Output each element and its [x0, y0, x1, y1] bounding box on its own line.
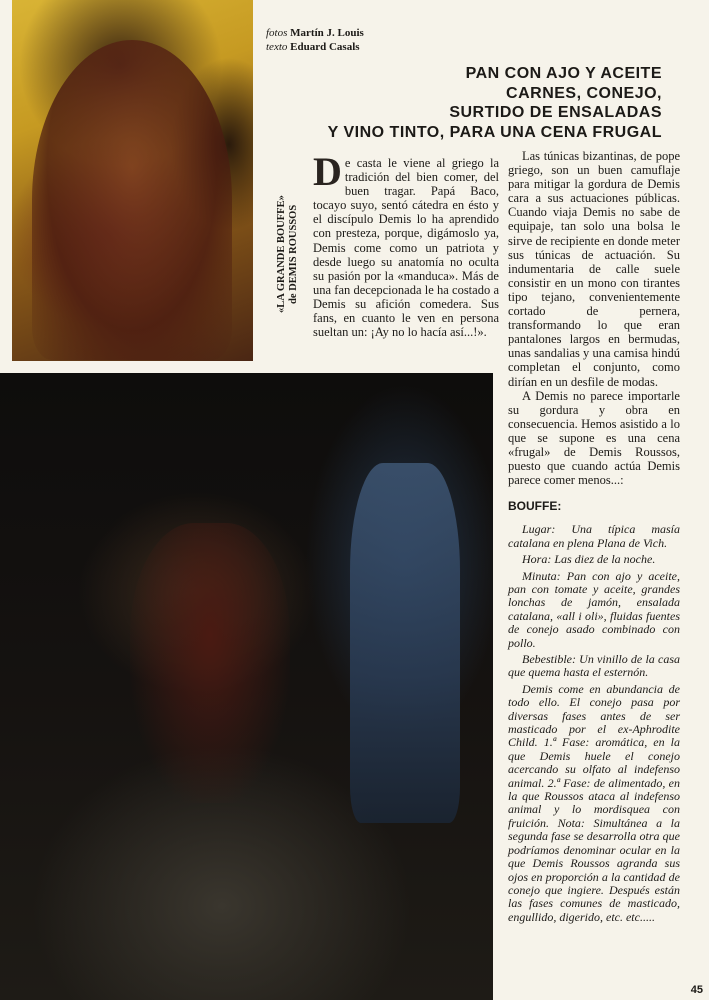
article-paragraph-1-text: e casta le viene al griego la tradición del bien comer, del buen tragar. Papá Baco, tocayo suyo, sentó cátedra en ésto y el discípulo Demis lo ha aprendido con presteza, porque, digámoslo ya, Demis come como un patriota y desde luego su anatomía no oculta su pasión por la «manduca». Más de una fan decepcionada le ha costado a Demis su afición comedera. Sus fans, en cuanto le ven en persona sueltan un: ¡Ay no lo hacía así...!». [313, 156, 499, 340]
photo-hanging-jacket [350, 463, 460, 823]
article-paragraph-2: Las túnicas bizantinas, de pope griego, son un buen camuflaje para mitigar la gordura de Demis cara a sus actuaciones públicas. Cuando viaja Demis no sabe de equipaje, tan solo una bolsa le sirve de recipiente en donde meter sus túnicas de actuación. Su indumentaria de calle suele consistir en un mono con tirantes tipo tejano, convenientemente cortado de pernera, transformando lo que eran pantalones largos en bermudas, unas sandalias y una camisa hindú completan el conjunto, como dirían en un desfile de modas. [508, 149, 680, 389]
article-column-2 [508, 149, 680, 927]
bouffe-bebestible: Bebestible: Un vinillo de la casa que quema hasta el esternón. [508, 652, 680, 680]
bouffe-minuta: Minuta: Pan con ajo y aceite, pan con tomate y aceite, grandes lonchas de jamón, ensalada catalana, «all i oli», fluidas fuentes de conejo asado combinado con pollo. [508, 568, 680, 650]
headline-line: Y VINO TINTO, PARA UNA CENA FRUGAL [327, 123, 662, 141]
photo-figure [130, 523, 290, 803]
bouffe-menu [508, 523, 680, 924]
vertical-title-line: de DEMIS ROUSSOS [288, 204, 299, 304]
bouffe-hora: Hora: Las diez de la noche. [522, 552, 656, 567]
photo-demis-eating [12, 0, 253, 361]
text-credit-name: Eduard Casals [290, 41, 360, 53]
drop-cap: D [313, 149, 342, 194]
photo-credit-name: Martín J. Louis [290, 27, 364, 39]
article-column-1 [313, 149, 499, 340]
photo-demis-seated [0, 373, 493, 1000]
headline-line: SURTIDO DE ENSALADAS [449, 104, 662, 121]
headline-line: CARNES, CONEJO, [506, 84, 662, 102]
article-paragraph-3: A Demis no parece importarle su gordura y obra en consecuencia. Hemos asistido a lo que se supone es una cena «frugal» de Demis Roussos, puesto que cuando actúa Demis parece comer menos...: [508, 388, 680, 488]
headline [262, 64, 662, 142]
photo-credit-role: fotos [266, 27, 288, 39]
vertical-title [276, 178, 300, 330]
bouffe-demis: Demis come en abundancia de todo ello. El conejo pasa por diversas fases antes de ser masticado por el ex-Aphrodite Child. 1.ª Fase: aromática, en la que Demis huele el conejo acercando su olfato al indefenso animal. 2.ª Fase: de alimentado, en la que Roussos ataca al indefenso animal y lo mordisquea con fruición. Nota: Simultánea a la segunda fase se desarrolla otra que podríamos denominar ocular en la que Demis Roussos agranda sus ojos en proporción a la cantidad de conejo que ingiere. Después están las fases comunes de masticado, engullido, digerido, etc. etc..... [508, 681, 680, 924]
photo-figure [32, 40, 232, 360]
vertical-title-line: «LA GRANDE BOUFFE» [276, 195, 287, 313]
headline-line: PAN CON AJO Y ACEITE [465, 65, 662, 82]
page-number: 45 [690, 984, 703, 996]
text-credit-role: texto [266, 41, 288, 53]
bouffe-lugar: Lugar: Una típica masía catalana en plena Plana de Vich. [508, 522, 680, 550]
credits [266, 26, 364, 54]
bouffe-title: BOUFFE: [508, 499, 562, 514]
article-paragraph-1 [313, 149, 499, 340]
